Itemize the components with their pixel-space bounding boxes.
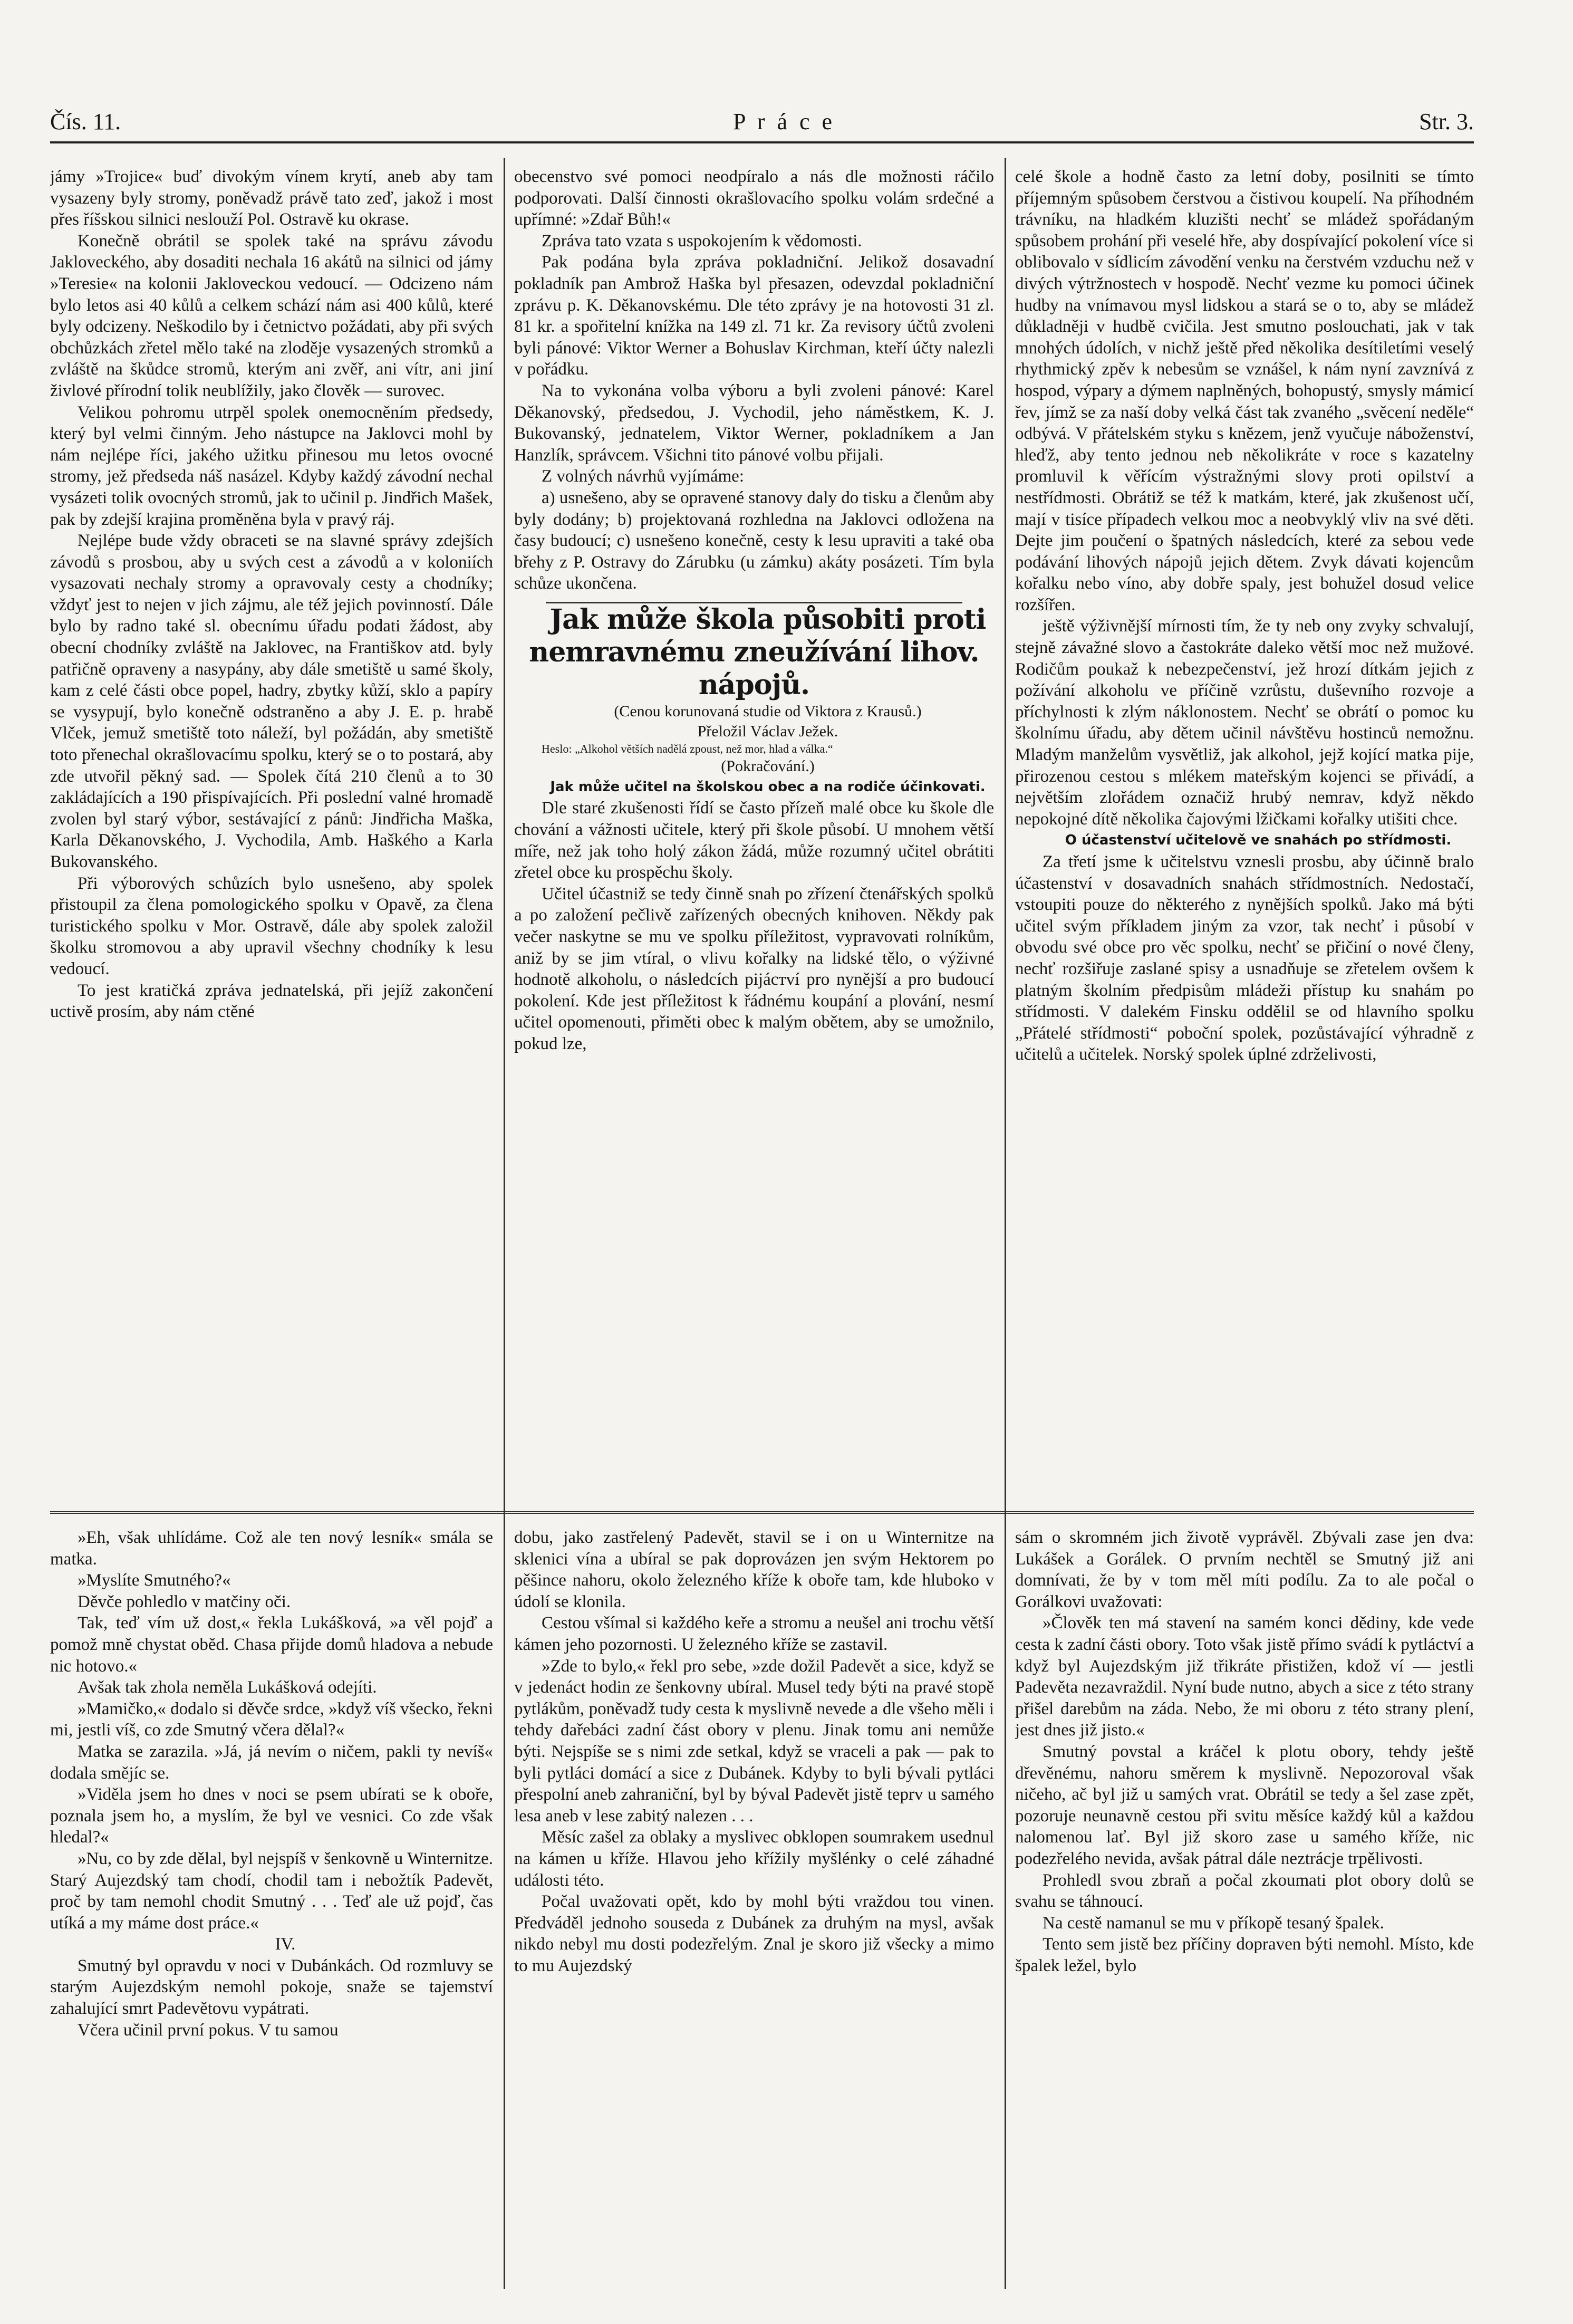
paragraph: ještě výživnější mírnosti tím, že ty neb ony zvyky schvalují, stejně závažné slovo a častokráte daleko větší moc než mužové. Rodičům poukaž k nebezpečenství, jež hrozí dítkám jejich z požívání alkoholu ve příčině vzrůstu, duševního rozvoje a příchylnosti k zlým náklonostem. Nechť se obrátí o pomoc ku školnímu úřadu, aby dětem učinil návštěvu hostinců nemožnu. Mladým manželům vysvětliž, jak alkohol, jejž kojící matka pije, přirozenou cestou s mlékem mateřským kojenci se přivádí, a největším zlořádem označiž hrubý nemrav, když někdo nepokojné dítě několika čajovými lžičkami kořalky utišiti chce.	[1015, 617, 1474, 829]
paragraph: Konečně obrátil se spolek také na správu závodu Jakloveckého, aby dosaditi nechala 16 akátů na silnici od jámy »Teresie« na kolonii Jakloveckou vedoucí. — Odcizeno nám bylo letos asi 40 kůlů a celkem schází nám asi 400 kůlů, které byly odcizeny. Neškodilo by i četnictvo požádati, aby při svých obchůzkách zřetel mělo také na zloděje vysazených stromků a zvláště na škůdce stromů, kterým ani zvěř, ani vítr, ani jiní živlové přírodní tolik neublížily, jako člověk — surovec.	[50, 231, 493, 400]
paragraph: Včera učinil první pokus. V tu samou	[78, 2020, 339, 2040]
paragraph: sám o skromném jich životě vyprávěl. Zbývali zase jen dva: Lukášek a Gorálek. O prvním nechtěl se Smutný již ani domnívati, že by v tom měl míti podílu. Za to ale počal o Gorálkovi uvažovati:	[1015, 1528, 1474, 1611]
paragraph: »Zde to bylo,« řekl pro sebe, »zde dožil Padevět a sice, když se v jedenáct hodin ze šenkovny ubíral. Musel tedy býti na pravé stopě pytlákům, poněvadž tudy cesta k myslivně nevede a dle všeho měli i tehdy dařebáci zadní část obory v plenu. Jinak tomu ani nemůže býti. Nejspíše se s nimi zde setkal, když se vraceli a pak — pak to byli pytláci domácí a sice z Dubánek. Kdyby to byli bývali pytláci přespolní aneb zahraniční, byl by býval Padevět jistě teprv u samého lesa aneb v lese zabitý nalezen . . .	[514, 1656, 994, 1826]
column-2	[514, 166, 994, 1501]
article-subtitle: (Cenou korunovaná studie od Viktora z Krausů.)	[614, 702, 922, 720]
paragraph: To jest kratičká zpráva jednatelská, při jejíž zakončení uctivě prosím, aby nám ctěné	[50, 981, 493, 1022]
paragraph: »Viděla jsem ho dnes v noci se psem ubírati se k oboře, poznala jsem ho, a myslím, že byl ve vesnici. Co zde však hledal?«	[50, 1785, 493, 1847]
paragraph: Prohledl svou zbraň a počal zkoumati plot obory dolů se svahu se táhnoucí.	[1015, 1870, 1474, 1912]
paragraph: Nejlépe bude vždy obraceti se na slavné správy zdejších závodů s prosbou, aby u svých cest a závodů a v koloniích vysazovati nechaly stromy a opravovaly cesty a chodníky; vždyť jest to nejen v jich zájmu, ale též jejich povinností. Dále bylo by radno také sl. obecnímu úřadu podati žádost, aby obecní chodníky zvláště na Jaklovec, na Františkov atd. byly patřičně opraveny a nasypány, aby dále smetiště u samé školy, kam z celé části obce popel, hadry, zbytky kůží, sklo a papíry se vysypují, bylo konečně odstraněno a aby J. E. p. hrabě Vlček, jemuž smetiště toto náleží, byl požádán, aby smetiště toto přenechal okrašlovacímu spolku, který se o to postará, aby zde utvořil pěkný sad. — Spolek čítá 210 členů a to 30 zakládajících a 190 přispívajících. Při poslední valné hromadě zvolen byl starý výbor, sestávající z pánů: Jindřicha Maška, Karla Děkanovského, J. Vychodila, Amb. Haškého a Karla Bukovanského.	[50, 531, 493, 871]
paragraph: Na to vykonána volba výboru a byli zvoleni pánové: Karel Děkanovský, předsedou, J. Vychodil, jeho náměstkem, K. J. Bukovanský, jednatelem, Viktor Werner, pokladníkem a Jan Hanzlík, správcem. Všichni tito pánové volbu přijali.	[514, 381, 994, 465]
page-number: Str. 3.	[1419, 109, 1474, 135]
section-heading: Jak může učitel na školskou obec a na rodiče účinkovati.	[550, 779, 986, 795]
column-3	[1015, 166, 1474, 1501]
article-headline: Jak může škola působiti proti nemravnému zneužívání lihov. nápojů.	[529, 603, 986, 701]
paragraph: Tak, teď vím už dost,« řekla Lukášková, »a věl pojď a pomož mně chystat oběd. Chasa přijde domů hladova a nebude nic hotovo.«	[50, 1614, 493, 1676]
paragraph: obecenstvo své pomoci neodpíralo a nás dle možnosti ráčilo podporovati. Další činnosti okrašlovacího spolku volám srdečné a upřímné: »Zdař Bůh!«	[514, 167, 994, 229]
feuilleton-rule	[50, 1511, 1474, 1514]
paragraph: Tento sem jistě bez příčiny dopraven býti nemohl. Místo, kde špalek ležel, bylo	[1015, 1935, 1474, 1975]
paragraph: celé škole a hodně často za letní doby, posilniti se tímto příjemným spůsobem čerstvou a čistivou koupelí. Na příhodném trávníku, na hladkém kluzišti nechť se mládež spořádaným spůsobem prohání při veselé hře, aby dospívající pokolení více si oblibovalo v sídlicím závodění venku na čerstvém vzduchu než v divých výtržnostech v hospodě. Nechť vezme ku pomoci účinek hudby na vnímavou mysl lidskou a stará se o to, aby se mládež důkladněji v hudbě cvičila. Jest smutno poslouchati, jak v tak mnohých údolích, v nichž ještě před několika desítiletími veselý rhythmický zpěv k nebesům se vznášel, k nám nyní zavznívá z hospod, výpary a dýmem naplněných, bohopustý, smysly mámicí řev, jímž se za naší doby velká část tak zvaného „svěcení neděle“ odbývá. V přátelském styku s knězem, jenž vyučuje náboženství, hleďž, aby tento jednou neb několikráte v roce s kazatelny promluvil k věřícím výstražnými slovy proti opilství a nestřídmosti. Obrátiž se též k matkám, které, jak zkušenost učí, mají v tisíce případech velkou moc a neobvyklý vliv na své děti. Dejte jim poučení o špatných následcích, které za sebou vede podávání lihových nápojů jejich dětem. Zvyk dávati kojencům kořalku nebo víno, aby dobře spaly, jest bohužel dosud velice rozšířen.	[1015, 167, 1474, 614]
paragraph: a) usnešeno, aby se opravené stanovy daly do tisku a členům aby byly dodány; b) projektovaná rozhledna na Jaklovci odložena na časy budoucí; c) usnešeno konečně, cesty k lesu upraviti a také oba břehy z P. Ostravy do Zárubku (u zámku) akáty posázeti. Tím byla schůze ukončena.	[514, 488, 994, 593]
paragraph: Při výborových schůzích bylo usnešeno, aby spolek přistoupil za člena pomologického spolku v Opavě, za člena turistického spolku v Mor. Ostravě, dále aby spolek založil školku stromovou a aby upravil všechny chodníky k lesu vedoucí.	[50, 873, 493, 978]
story-column-1	[50, 1527, 493, 2287]
column-divider	[504, 158, 505, 2289]
paragraph: »Mamičko,« dodalo si děvče srdce, »když víš všecko, řekni mi, jestli víš, co zde Smutný včera dělal?«	[50, 1699, 493, 1740]
paragraph: Smutný povstal a kráčel k plotu obory, tehdy ještě dřevěnému, nahoru směrem k myslivně. Nepozoroval však ničeho, ač byl již u samých vrat. Obrátil se tedy a šel zase zpět, pozoruje neunavně cestou při svitu měsíce každý kůl a každou nalomenou lať. Byl již skoro zase u samého kříže, nic podezřelého nevida, avšak pátral dále neztrácje trpělivosti.	[1015, 1742, 1474, 1868]
paragraph: »Člověk ten má stavení na samém konci dědiny, kde vede cesta k zadní části obory. Toto však jistě přímo svádí k pytláctví a když byl Aujezdským již třikráte přistižen, kdož ví — jestli Padevěta nezavraždil. Nyní bude nutno, abych a sice z této strany přišel darebům na záda. Nebo, že mi oboru z této strany plení, jest dnes již jisto.«	[1015, 1614, 1474, 1740]
paragraph: Zpráva tato vzata s uspokojením k vědomosti.	[542, 231, 862, 251]
article-continuation: (Pokračování.)	[721, 757, 815, 775]
paragraph: Dle staré zkušenosti řídí se často přízeň malé obce ku škole dle chování a vážnosti učitele, který při škole působí. U mnohem větší míře, než jak toho holý zákon žádá, může rozumný učitel obrátiti zřetel obce ku prospěchu školy.	[514, 799, 994, 882]
paragraph: Pak podána byla zpráva pokladniční. Jelikož dosavadní pokladník pan Ambrož Haška byl přesazen, odevzdal pokladniční zprávu p. K. Děkanovskému. Dle této zprávy je na hotovosti 31 zl. 81 kr. a spořitelní knížka na 149 zl. 71 kr. Za revisory účtů zvoleni byli pánové: Viktor Werner a Bohuslav Kirchman, kteří účty nalezli v pořádku.	[514, 253, 994, 379]
article-translator: Přeložil Václav Ježek.	[697, 722, 838, 740]
section-heading: O účastenství učitelově ve snahách po střídmosti.	[1065, 832, 1452, 849]
paragraph: Počal uvažovati opět, kdo by mohl býti vraždou tou vinen. Předváděl jednoho souseda z Dubánek za druhým na mysl, avšak nikdo nebyl mu dosti podezřelým. Znal je skoro již všecky a mimo to mu Aujezdský	[514, 1892, 994, 1975]
paragraph: Smutný byl opravdu v noci v Dubánkách. Od rozmluvy se starým Aujezdským nemohl pokoje, snaže se tajemství zahalující smrt Padevětovu vypátrati.	[50, 1956, 493, 2019]
header-rule	[50, 141, 1474, 143]
paragraph: Avšak tak zhola neměla Lukášková odejíti.	[78, 1678, 377, 1697]
paragraph: Učitel účastniž se tedy činně snah po zřízení čtenářských spolků a po založení pečlivě zařízených obecných knihoven. Někdy pak večer naskytne se mu ve spolku příležitost, vypravovati rolníkům, aniž by se jim vtíral, o vlivu kořalky na lidské tělo, o výživné hodnotě alkoholu, o následcích pijácтví pro nynější a pro budoucí pokolení. Kde jest příležitost k řádnému koupání a plování, nesmí učitel opomenouti, přiměti obec k malým obětem, aby se umožnilo, pokud lze,	[514, 884, 994, 1053]
story-column-2	[514, 1527, 994, 2287]
paragraph: »Eh, však uhlídáme. Což ale ten nový lesník« smála se matka.	[50, 1528, 493, 1569]
paragraph: Děvče pohledlo v matčiny oči.	[78, 1592, 291, 1611]
paragraph: dobu, jako zastřelený Padevět, stavil se i on u Winternitze na sklenici vína a ubíral se pak doprovázen jen svým Hektorem po pěšince nahoru, okolo železného kříže k oboře tam, kde hluboko v údolí se klonila.	[514, 1528, 994, 1611]
column-divider	[1005, 158, 1006, 2289]
paragraph: Cestou všímal si každého keře a stromu a neušel ani trochu větší kámen jeho pozornosti. U železného kříže se zastavil.	[514, 1614, 994, 1654]
newspaper-title: P r á c e	[733, 109, 836, 135]
story-column-3	[1015, 1527, 1474, 2287]
article-motto: Heslo: „Alkohol větších nadělá zpoust, než mor, hlad a válka.“	[542, 742, 833, 755]
paragraph: Měsíc zašel za oblaky a myslivec obklopen soumrakem usednul na kámen u kříže. Hlavou jeho křížily myšlénky o celé záhadné události této.	[514, 1828, 994, 1890]
chapter-number: IV.	[275, 1935, 296, 1954]
column-1	[50, 166, 493, 1501]
paragraph: Za třetí jsme k učitelstvu vznesli prosbu, aby účinně bralo účastenství v dosavadních snahách střídmostních. Nedostačí, vstoupiti pouze do některého z nynějších spolků. Jako má býti učitel svým příkladem jiným za vzor, tak nechť i působí v obvodu své obce pro věc spolku, nechť se přičiní o nové členy, nechť rozšiřuje zaslané spisy a usnadňuje se zřetelem ovšem k platným školním předpisům mládeži přístup ku snahám po střídmosti. V dalekém Finsku oddělil se od hlavního spolku „Přátelé střídmosti“ poboční spolek, pozůstávající výhradně z učitelů a učitelek. Norský spolek úplné zdrželivosti,	[1015, 852, 1474, 1064]
paragraph: Velikou pohromu utrpěl spolek onemocněním předsedy, který byl velmi činným. Jeho nástupce na Jaklovci mohl by nám nejlépe říci, jakého užitku přinesou mu letos ovocné stromy, jež předseda náš nasázel. Kdyby každý závodní nechal vysázeti tolik ovocných stromů, jak to učinil p. Jindřich Mašek, pak by zdejší krajina proměněna byla v pravý ráj.	[50, 402, 493, 529]
paragraph: Z volných návrhů vyjímáme:	[542, 467, 744, 486]
issue-number: Čís. 11.	[50, 109, 121, 135]
article-rule	[546, 602, 962, 603]
paragraph: »Nu, co by zde dělal, byl nejspíš v šenkovně u Winternitze. Starý Aujezdský tam chodí, chodil tam i nebožtík Padevět, proč by tam nemohl chodit Smutný . . . Teď ale už pojď, čas utíká a my máme dost práce.«	[50, 1849, 493, 1933]
paragraph: jámy »Trojice« buď divokým vínem krytí, aneb aby tam vysazeny byly stromy, poněvadž právě tato zeď, jakož i most přes říšskou silnici neslouží Pol. Ostravě ku okrase.	[50, 167, 493, 229]
paragraph: Matka se zarazila. »Já, já nevím o ničem, pakli ty nevíš« dodala smějíc se.	[50, 1742, 493, 1783]
page-header	[50, 108, 1474, 140]
paragraph: »Myslíte Smutného?«	[78, 1571, 231, 1590]
paragraph: Na cestě namanul se mu v příkopě tesaný špalek.	[1043, 1913, 1384, 1933]
